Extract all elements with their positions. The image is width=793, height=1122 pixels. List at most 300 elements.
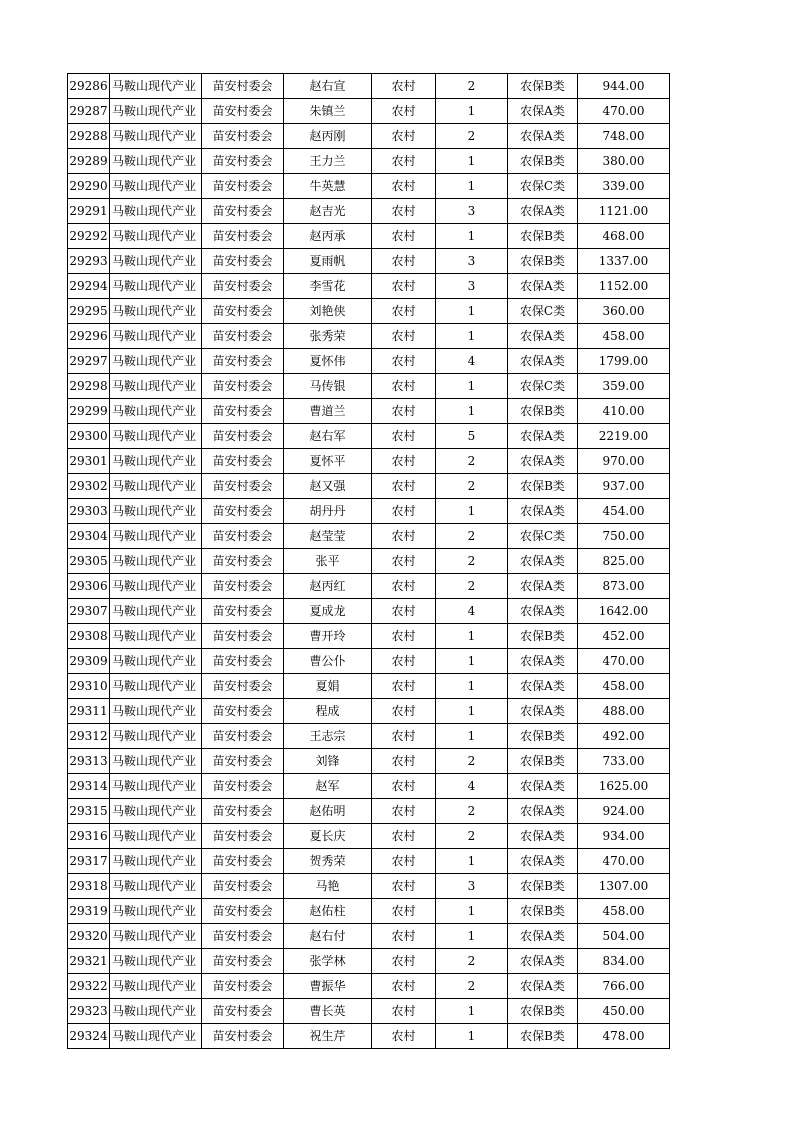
village-cell: 苗安村委会 [202,499,284,524]
household-size-cell: 3 [436,249,508,274]
household-size-cell: 1 [436,324,508,349]
insurance-class-cell: 农保A类 [508,124,578,149]
insurance-class-cell: 农保A类 [508,549,578,574]
name-cell: 赵吉光 [284,199,372,224]
table-row [68,524,670,549]
residence-type-cell: 农村 [372,324,436,349]
household-size-cell: 1 [436,299,508,324]
table-row [68,899,670,924]
village-cell: 苗安村委会 [202,799,284,824]
village-cell: 苗安村委会 [202,674,284,699]
household-size-cell: 2 [436,524,508,549]
table-row [68,649,670,674]
village-cell: 苗安村委会 [202,724,284,749]
name-cell: 胡丹丹 [284,499,372,524]
area-cell: 马鞍山现代产业 [110,949,202,974]
record-id-cell: 29301 [68,449,110,474]
amount-cell: 2219.00 [578,424,670,449]
record-id-cell: 29324 [68,1024,110,1049]
record-id-cell: 29298 [68,374,110,399]
name-cell: 曹开玲 [284,624,372,649]
amount-cell: 825.00 [578,549,670,574]
name-cell: 夏娟 [284,674,372,699]
area-cell: 马鞍山现代产业 [110,599,202,624]
household-size-cell: 1 [436,399,508,424]
village-cell: 苗安村委会 [202,349,284,374]
amount-cell: 458.00 [578,899,670,924]
residence-type-cell: 农村 [372,924,436,949]
household-size-cell: 1 [436,224,508,249]
name-cell: 赵佑明 [284,799,372,824]
area-cell: 马鞍山现代产业 [110,249,202,274]
insurance-class-cell: 农保B类 [508,899,578,924]
insurance-class-cell: 农保A类 [508,349,578,374]
residence-type-cell: 农村 [372,599,436,624]
table-row [68,474,670,499]
amount-cell: 924.00 [578,799,670,824]
residence-type-cell: 农村 [372,199,436,224]
village-cell: 苗安村委会 [202,649,284,674]
village-cell: 苗安村委会 [202,699,284,724]
amount-cell: 470.00 [578,649,670,674]
area-cell: 马鞍山现代产业 [110,799,202,824]
area-cell: 马鞍山现代产业 [110,549,202,574]
residence-type-cell: 农村 [372,749,436,774]
table-row [68,124,670,149]
area-cell: 马鞍山现代产业 [110,124,202,149]
amount-cell: 380.00 [578,149,670,174]
name-cell: 李雪花 [284,274,372,299]
area-cell: 马鞍山现代产业 [110,224,202,249]
insurance-class-cell: 农保C类 [508,299,578,324]
household-size-cell: 1 [436,649,508,674]
table-row [68,99,670,124]
table-row [68,374,670,399]
name-cell: 曹长英 [284,999,372,1024]
table-row [68,399,670,424]
area-cell: 马鞍山现代产业 [110,199,202,224]
table-row [68,824,670,849]
insurance-class-cell: 农保B类 [508,999,578,1024]
area-cell: 马鞍山现代产业 [110,874,202,899]
village-cell: 苗安村委会 [202,299,284,324]
residence-type-cell: 农村 [372,999,436,1024]
insurance-class-cell: 农保A类 [508,799,578,824]
area-cell: 马鞍山现代产业 [110,449,202,474]
record-id-cell: 29313 [68,749,110,774]
residence-type-cell: 农村 [372,824,436,849]
area-cell: 马鞍山现代产业 [110,924,202,949]
village-cell: 苗安村委会 [202,624,284,649]
amount-cell: 970.00 [578,449,670,474]
record-id-cell: 29296 [68,324,110,349]
residence-type-cell: 农村 [372,1024,436,1049]
name-cell: 王志宗 [284,724,372,749]
household-size-cell: 1 [436,899,508,924]
name-cell: 赵莹莹 [284,524,372,549]
record-id-cell: 29318 [68,874,110,899]
name-cell: 牛英慧 [284,174,372,199]
name-cell: 赵又强 [284,474,372,499]
name-cell: 赵军 [284,774,372,799]
village-cell: 苗安村委会 [202,924,284,949]
table-row [68,274,670,299]
insurance-class-cell: 农保B类 [508,724,578,749]
name-cell: 赵丙刚 [284,124,372,149]
village-cell: 苗安村委会 [202,874,284,899]
household-size-cell: 2 [436,824,508,849]
household-size-cell: 3 [436,874,508,899]
name-cell: 赵丙承 [284,224,372,249]
insurance-class-cell: 农保A类 [508,849,578,874]
name-cell: 马艳 [284,874,372,899]
table-row [68,174,670,199]
insurance-class-cell: 农保C类 [508,374,578,399]
record-id-cell: 29287 [68,99,110,124]
name-cell: 赵佑柱 [284,899,372,924]
name-cell: 夏长庆 [284,824,372,849]
record-id-cell: 29316 [68,824,110,849]
village-cell: 苗安村委会 [202,599,284,624]
name-cell: 刘艳侠 [284,299,372,324]
village-cell: 苗安村委会 [202,399,284,424]
records-table-body [68,74,670,1049]
village-cell: 苗安村委会 [202,274,284,299]
area-cell: 马鞍山现代产业 [110,824,202,849]
amount-cell: 1799.00 [578,349,670,374]
household-size-cell: 1 [436,99,508,124]
insurance-class-cell: 农保B类 [508,1024,578,1049]
residence-type-cell: 农村 [372,774,436,799]
insurance-class-cell: 农保B类 [508,874,578,899]
name-cell: 张秀荣 [284,324,372,349]
residence-type-cell: 农村 [372,174,436,199]
insurance-class-cell: 农保A类 [508,324,578,349]
table-row [68,449,670,474]
village-cell: 苗安村委会 [202,149,284,174]
household-size-cell: 1 [436,674,508,699]
record-id-cell: 29319 [68,899,110,924]
insurance-class-cell: 农保A类 [508,199,578,224]
area-cell: 马鞍山现代产业 [110,149,202,174]
record-id-cell: 29293 [68,249,110,274]
household-size-cell: 2 [436,74,508,99]
area-cell: 马鞍山现代产业 [110,849,202,874]
amount-cell: 944.00 [578,74,670,99]
insurance-class-cell: 农保A类 [508,449,578,474]
village-cell: 苗安村委会 [202,899,284,924]
table-row [68,999,670,1024]
record-id-cell: 29292 [68,224,110,249]
residence-type-cell: 农村 [372,374,436,399]
table-row [68,849,670,874]
amount-cell: 454.00 [578,499,670,524]
table-row [68,699,670,724]
household-size-cell: 3 [436,199,508,224]
name-cell: 曹振华 [284,974,372,999]
household-size-cell: 2 [436,124,508,149]
area-cell: 马鞍山现代产业 [110,374,202,399]
table-row [68,724,670,749]
name-cell: 张平 [284,549,372,574]
village-cell: 苗安村委会 [202,174,284,199]
area-cell: 马鞍山现代产业 [110,499,202,524]
residence-type-cell: 农村 [372,399,436,424]
amount-cell: 873.00 [578,574,670,599]
table-row [68,749,670,774]
table-row [68,799,670,824]
amount-cell: 1307.00 [578,874,670,899]
name-cell: 曹道兰 [284,399,372,424]
record-id-cell: 29320 [68,924,110,949]
name-cell: 贺秀荣 [284,849,372,874]
name-cell: 赵右付 [284,924,372,949]
household-size-cell: 2 [436,799,508,824]
amount-cell: 470.00 [578,99,670,124]
residence-type-cell: 农村 [372,149,436,174]
amount-cell: 478.00 [578,1024,670,1049]
residence-type-cell: 农村 [372,124,436,149]
record-id-cell: 29305 [68,549,110,574]
amount-cell: 360.00 [578,299,670,324]
area-cell: 马鞍山现代产业 [110,424,202,449]
insurance-class-cell: 农保A类 [508,99,578,124]
village-cell: 苗安村委会 [202,374,284,399]
amount-cell: 766.00 [578,974,670,999]
amount-cell: 470.00 [578,849,670,874]
table-row [68,599,670,624]
village-cell: 苗安村委会 [202,424,284,449]
amount-cell: 410.00 [578,399,670,424]
residence-type-cell: 农村 [372,449,436,474]
household-size-cell: 4 [436,599,508,624]
village-cell: 苗安村委会 [202,524,284,549]
record-id-cell: 29317 [68,849,110,874]
record-id-cell: 29303 [68,499,110,524]
name-cell: 朱镇兰 [284,99,372,124]
household-size-cell: 1 [436,624,508,649]
household-size-cell: 2 [436,474,508,499]
name-cell: 程成 [284,699,372,724]
insurance-class-cell: 农保C类 [508,174,578,199]
area-cell: 马鞍山现代产业 [110,749,202,774]
table-row [68,149,670,174]
insurance-class-cell: 农保B类 [508,149,578,174]
area-cell: 马鞍山现代产业 [110,299,202,324]
residence-type-cell: 农村 [372,274,436,299]
insurance-class-cell: 农保B类 [508,474,578,499]
area-cell: 马鞍山现代产业 [110,1024,202,1049]
insurance-class-cell: 农保A类 [508,649,578,674]
table-row [68,924,670,949]
insurance-class-cell: 农保A类 [508,424,578,449]
household-size-cell: 1 [436,149,508,174]
record-id-cell: 29306 [68,574,110,599]
insurance-class-cell: 农保B类 [508,74,578,99]
amount-cell: 733.00 [578,749,670,774]
residence-type-cell: 农村 [372,874,436,899]
table-row [68,774,670,799]
amount-cell: 1337.00 [578,249,670,274]
household-size-cell: 4 [436,349,508,374]
name-cell: 夏成龙 [284,599,372,624]
name-cell: 夏怀伟 [284,349,372,374]
amount-cell: 934.00 [578,824,670,849]
village-cell: 苗安村委会 [202,549,284,574]
record-id-cell: 29302 [68,474,110,499]
residence-type-cell: 农村 [372,724,436,749]
record-id-cell: 29308 [68,624,110,649]
area-cell: 马鞍山现代产业 [110,324,202,349]
area-cell: 马鞍山现代产业 [110,974,202,999]
record-id-cell: 29291 [68,199,110,224]
household-size-cell: 2 [436,549,508,574]
table-row [68,974,670,999]
name-cell: 王力兰 [284,149,372,174]
village-cell: 苗安村委会 [202,249,284,274]
table-row [68,674,670,699]
household-size-cell: 1 [436,924,508,949]
village-cell: 苗安村委会 [202,74,284,99]
residence-type-cell: 农村 [372,224,436,249]
village-cell: 苗安村委会 [202,824,284,849]
residence-type-cell: 农村 [372,699,436,724]
residence-type-cell: 农村 [372,574,436,599]
household-size-cell: 1 [436,724,508,749]
insurance-class-cell: 农保B类 [508,224,578,249]
table-row [68,1024,670,1049]
insurance-class-cell: 农保A类 [508,949,578,974]
amount-cell: 750.00 [578,524,670,549]
amount-cell: 748.00 [578,124,670,149]
household-size-cell: 1 [436,374,508,399]
area-cell: 马鞍山现代产业 [110,624,202,649]
insurance-class-cell: 农保A类 [508,599,578,624]
area-cell: 马鞍山现代产业 [110,399,202,424]
insurance-class-cell: 农保A类 [508,974,578,999]
residence-type-cell: 农村 [372,299,436,324]
area-cell: 马鞍山现代产业 [110,724,202,749]
residence-type-cell: 农村 [372,424,436,449]
area-cell: 马鞍山现代产业 [110,774,202,799]
village-cell: 苗安村委会 [202,449,284,474]
table-row [68,549,670,574]
amount-cell: 492.00 [578,724,670,749]
record-id-cell: 29321 [68,949,110,974]
insurance-class-cell: 农保A类 [508,674,578,699]
amount-cell: 1121.00 [578,199,670,224]
residence-type-cell: 农村 [372,974,436,999]
name-cell: 夏雨帆 [284,249,372,274]
name-cell: 夏怀平 [284,449,372,474]
village-cell: 苗安村委会 [202,1024,284,1049]
amount-cell: 450.00 [578,999,670,1024]
residence-type-cell: 农村 [372,674,436,699]
area-cell: 马鞍山现代产业 [110,674,202,699]
name-cell: 曹公仆 [284,649,372,674]
amount-cell: 937.00 [578,474,670,499]
record-id-cell: 29312 [68,724,110,749]
area-cell: 马鞍山现代产业 [110,574,202,599]
area-cell: 马鞍山现代产业 [110,524,202,549]
insurance-class-cell: 农保A类 [508,499,578,524]
household-size-cell: 3 [436,274,508,299]
table-row [68,299,670,324]
household-size-cell: 2 [436,749,508,774]
name-cell: 赵丙红 [284,574,372,599]
household-size-cell: 1 [436,1024,508,1049]
insurance-class-cell: 农保A类 [508,574,578,599]
insurance-class-cell: 农保A类 [508,924,578,949]
area-cell: 马鞍山现代产业 [110,999,202,1024]
amount-cell: 1152.00 [578,274,670,299]
area-cell: 马鞍山现代产业 [110,474,202,499]
residence-type-cell: 农村 [372,649,436,674]
record-id-cell: 29286 [68,74,110,99]
records-table [67,73,670,1049]
record-id-cell: 29323 [68,999,110,1024]
record-id-cell: 29309 [68,649,110,674]
record-id-cell: 29290 [68,174,110,199]
insurance-class-cell: 农保A类 [508,274,578,299]
area-cell: 马鞍山现代产业 [110,174,202,199]
village-cell: 苗安村委会 [202,474,284,499]
village-cell: 苗安村委会 [202,574,284,599]
village-cell: 苗安村委会 [202,749,284,774]
record-id-cell: 29304 [68,524,110,549]
residence-type-cell: 农村 [372,624,436,649]
residence-type-cell: 农村 [372,524,436,549]
record-id-cell: 29314 [68,774,110,799]
household-size-cell: 1 [436,849,508,874]
village-cell: 苗安村委会 [202,99,284,124]
residence-type-cell: 农村 [372,499,436,524]
record-id-cell: 29311 [68,699,110,724]
insurance-class-cell: 农保A类 [508,774,578,799]
household-size-cell: 2 [436,974,508,999]
insurance-class-cell: 农保C类 [508,524,578,549]
amount-cell: 458.00 [578,324,670,349]
residence-type-cell: 农村 [372,474,436,499]
residence-type-cell: 农村 [372,899,436,924]
household-size-cell: 1 [436,174,508,199]
record-id-cell: 29299 [68,399,110,424]
area-cell: 马鞍山现代产业 [110,274,202,299]
table-row [68,74,670,99]
residence-type-cell: 农村 [372,949,436,974]
amount-cell: 359.00 [578,374,670,399]
village-cell: 苗安村委会 [202,974,284,999]
record-id-cell: 29322 [68,974,110,999]
insurance-class-cell: 农保B类 [508,624,578,649]
table-row [68,349,670,374]
amount-cell: 468.00 [578,224,670,249]
village-cell: 苗安村委会 [202,999,284,1024]
name-cell: 祝生芹 [284,1024,372,1049]
residence-type-cell: 农村 [372,74,436,99]
household-size-cell: 1 [436,499,508,524]
table-row [68,199,670,224]
insurance-class-cell: 农保A类 [508,699,578,724]
residence-type-cell: 农村 [372,249,436,274]
name-cell: 张学林 [284,949,372,974]
village-cell: 苗安村委会 [202,949,284,974]
area-cell: 马鞍山现代产业 [110,649,202,674]
area-cell: 马鞍山现代产业 [110,74,202,99]
table-row [68,624,670,649]
area-cell: 马鞍山现代产业 [110,349,202,374]
name-cell: 马传银 [284,374,372,399]
